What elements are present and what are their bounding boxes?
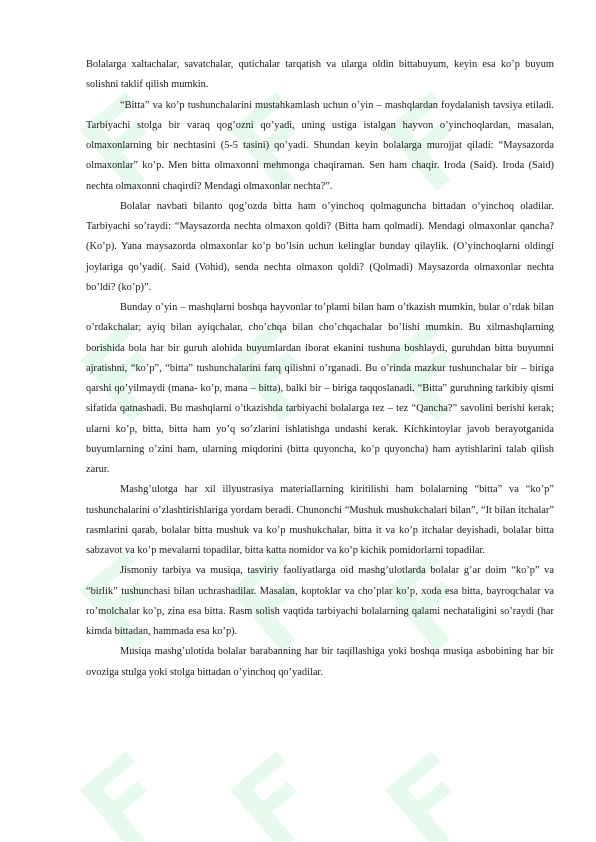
paragraph-3: Bolalar navbati bilanto qog’ozda bitta ham o’yinchoq qolmaguncha bittadan o’yinchoq oladilar. Tarbiyachi so’raydi: “Maysazorda nechta olmaxon qoldi? (Bitta ham qolmadi). Mendagi olmaxonlar qancha? (Ko’p). Yana maysazorda olmaxonlar ko’p bo’lsin uchun kelinglar bunday qilaylik. (O’yinchoqlarni oldingi joylariga qo’yadi(. Said (Vohid), senda nechta olmaxon qoldi? (Qolmadi) Maysazorda olmaxonlar nechta bo’ldi? (ko’p)”. — [86, 200, 554, 293]
paragraph-6: Jismoniy tarbiya va musiqa, tasviriy faoliyatlarga oid mashg’ulotlarda bolalar g’ar doim “ko’p” va “birlik” tushunchasi bilan uchrashadilar. Masalan, koptoklar va cho’plar ko’p, xoda esa bitta, bayroqchalar va ro’molchalar ko’p, zina esa bitta. Rasm solish vaqtida tarbiyachi bolalarning qalami nechataligini so’raydi (har kimda bittadan, hammada esa ko’p). — [86, 565, 554, 637]
watermark-shape — [80, 751, 177, 842]
paragraph-1: Bolalarga xaltachalar, savatchalar, qutichalar tarqatish va ularga oldin bittabuyum, keyin esa ko’p buyum solishni taklif qilish mumkin. — [86, 59, 554, 91]
watermark-shape — [385, 751, 482, 842]
paragraph-5: Mashg’ulotga har xil illyustrasiya materiallarning kiritilishi ham bolalarning “bitta” va “ko’p” tushunchalarini o’zlashtirishlariga yordam beradi. Chunonchi “Mushuk mushukchalari bilan”, “It bilan itchalar” rasmlarini qarab, bolalar bitta mushuk va ko’p mushukchalar, bitta it va ko’p itchalar deyishadi, bolalar bitta sabzavot va ko’p mevalarni topadilar, bitta katta nomidor va ko’p kichik pomidorlarni topadilar. — [86, 484, 554, 556]
paragraph-4: Bunday o’yin – mashqlarni boshqa hayvonlar to’plami bilan ham o’tkazish mumkin, bular o’rdak bilan o’rdakchalar; ayiq bilan ayiqchalar, cho’chqa bilan cho’chqachalar bo’lishi mumkin. Bu xilmashqlarning borishida bola har bir guruh alohida buyumlardan iborat ekanini tushuna boshlaydi, guruhdan bitta buyumni ajratishni, “ko’p”, “bitta” tushunchalarini farq qilishni o’rganadi. Bu o’rinda mazkur tushunchalar bir – biriga qarshi qo’yilmaydi (mana- ko’p, mana – bitta), balki bir – biriga taqqoslanadi. “Bitta” guruhning tarkibiy qismi sifatida qatnashadi. Bu mashqlarni o’tkazishda tarbiyachi bolalarga tez – tez “Qancha?” savolini berishi kerak; ularni ko’p, bitta, bitta ham yo’q so’zlarini ishlatishga undashi kerak. Kichkintoylar javob berayotganida buyumlarning o’zini ham, ularning miqdorini (bitta quyoncha, ko’p quyoncha) ham aytishlarini talab qilish zarur. — [86, 302, 554, 475]
paragraph-7: Musiqa mashg’ulotida bolalar barabanning har bir taqillashiga yoki boshqa musiqa asbobining har bir ovoziga stulga yoki stolga bittadan o’yinchoq qo’yadilar. — [86, 646, 554, 678]
watermark-shape — [230, 751, 327, 842]
document-body — [86, 55, 554, 683]
paragraph-2: “Bitta” va ko’p tushunchalarini mustahkamlash uchun o’yin – mashqlardan foydalanish tavsiya etiladi. Tarbiyachi stolga bir varaq qog’ozni qo’yadi, uning ustiga istalgan hayvon o’yinchoqlardan, masalan, olmaxonlarning bir nechtasini (5-5 tasini) qo’yadi. Shundan keyin bolalarga murojjat qiladi: “Maysazorda olmaxonlar” ko’p. Men bitta olmaxonni mehmonga chaqiraman. Sen ham chaqir. Iroda (Said). Iroda (Said) nechta olmaxonni chaqirdi? Mendagi olmaxonlar nechta?”. — [86, 99, 554, 192]
